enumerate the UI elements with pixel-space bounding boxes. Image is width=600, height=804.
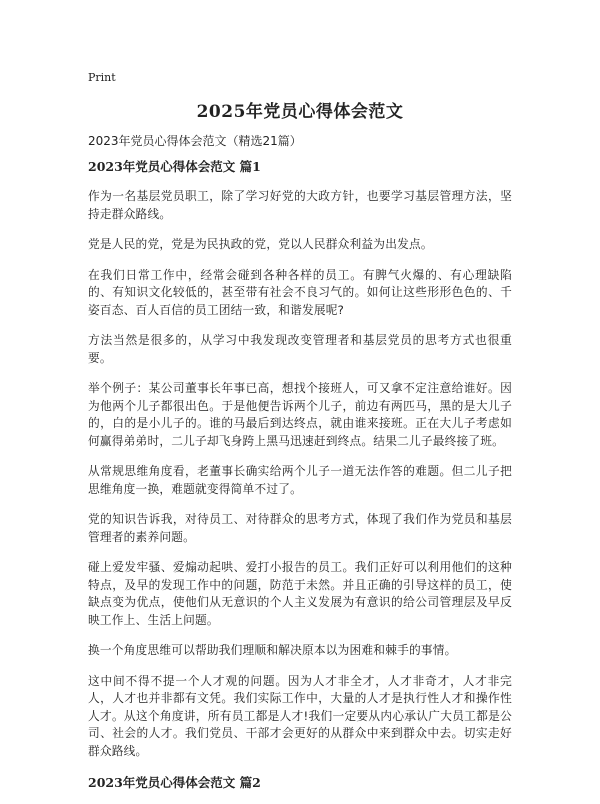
page-title: 2025年党员心得体会范文 [196, 102, 404, 122]
print-link[interactable]: Print [88, 71, 116, 84]
paragraph: 作为一名基层党员职工，除了学习好党的大政方针，也要学习基层管理方法，坚持走群众路线。 [88, 189, 512, 221]
paragraph: 在我们日常工作中，经常会碰到各种各样的员工。有脾气火爆的、有心理缺陷的、有知识文化较低的，甚至带有社会不良习气的。如何让这些形形色色的、千姿百态、百人百信的员工团结一致，和谐发展呢? [88, 267, 512, 317]
paragraph: 从常规思维角度看，老董事长确实给两个儿子一道无法作答的难题。但二儿子把思维角度一换，难题就变得简单不过了。 [88, 464, 512, 496]
section-heading: 2023年党员心得体会范文 篇1 [88, 159, 261, 174]
paragraph: 换一个角度思维可以帮助我们理顺和解决原本以为困难和棘手的事情。 [88, 643, 457, 657]
paragraph: 方法当然是很多的，从学习中我发现改变管理者和基层党员的思考方式也很重要。 [88, 333, 512, 365]
section-heading: 2023年党员心得体会范文 篇2 [88, 775, 261, 790]
page-subtitle: 2023年党员心得体会范文（精选21篇） [88, 134, 302, 148]
paragraph: 党的知识告诉我，对待员工、对待群众的思考方式，体现了我们作为党员和基层管理者的素养问题。 [88, 512, 512, 544]
paragraph: 党是人民的党，党是为民执政的党，党以人民群众利益为出发点。 [88, 237, 433, 251]
paragraph: 这中间不得不提一个人才观的问题。因为人才非全才，人才非奇才，人才非完人，人才也并非都有文凭。我们实际工作中，大量的人才是执行性人才和操作性人才。从这个角度讲，所有员工都是人才!我们一定要从内心承认广大员工都是公司、社会的人才。我们党员、干部才会更好的从群众中来到群众中去。切实走好群众路线。 [88, 673, 512, 758]
paragraph: 举个例子：某公司董事长年事已高，想找个接班人，可又拿不定注意给谁好。因为他两个儿子都很出色。于是他便告诉两个儿子，前边有两匹马，黑的是大儿子的，白的是小儿子的。谁的马最后到达终点，就由谁来接班。正在大儿子考虑如何赢得弟弟时，二儿子却飞身跨上黑马迅速赶到终点。结果二儿子最终接了班。 [88, 381, 512, 448]
paragraph: 碰上爱发牢骚、爱煽动起哄、爱打小报告的员工。我们正好可以利用他们的这种特点，及早的发现工作中的问题，防范于未然。并且正确的引导这样的员工，使缺点变为优点，使他们从无意识的个人主义发展为有意识的给公司管理层及早反映工作上、生活上问题。 [88, 560, 512, 627]
article-body [88, 158, 512, 804]
